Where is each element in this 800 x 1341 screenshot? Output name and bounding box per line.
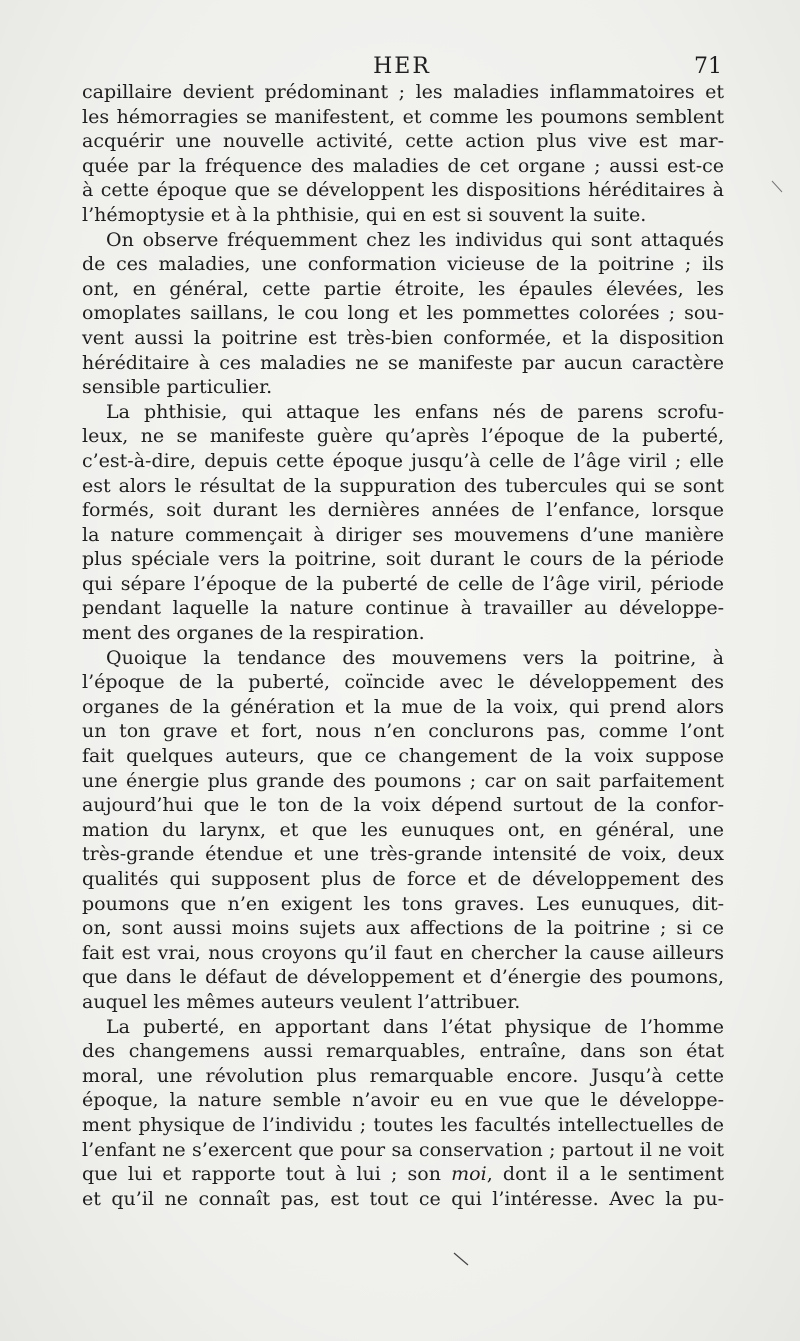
text-line: des changemens aussi remarquables, entraîne, dans son état — [82, 1040, 724, 1063]
text-line: on, sont aussi moins sujets aux affections de la poitrine ; si ce — [82, 917, 724, 940]
body-text — [82, 80, 724, 1211]
paper-mark — [452, 1252, 470, 1266]
text-line: mation du larynx, et que les eunuques ont, en général, une — [82, 818, 724, 841]
text-line: organes de la génération et la mue de la voix, qui prend alors — [82, 695, 724, 718]
text-line: une énergie plus grande des poumons ; car on sait parfaitement — [82, 769, 724, 792]
text-line: la nature commençait à diriger ses mouvemens d’une manière — [82, 523, 724, 546]
text-line: La phthisie, qui attaque les enfans nés de parens scrofu- — [106, 400, 724, 423]
text-line: à cette époque que se développent les dispositions héréditaires à — [82, 179, 724, 202]
text-line: un ton grave et fort, nous n’en conclurons pas, comme l’ont — [82, 720, 724, 743]
text-line: On observe fréquemment chez les individus qui sont attaqués — [106, 228, 724, 251]
paragraph-2 — [82, 228, 724, 400]
text-line: moral, une révolution plus remarquable encore. Jusqu’à cette — [82, 1064, 724, 1087]
text-line: acquérir une nouvelle activité, cette action plus vive est mar- — [82, 130, 724, 153]
text-line: héréditaire à ces maladies ne se manifeste par aucun caractère — [82, 351, 724, 374]
text-line: c’est-à-dire, depuis cette époque jusqu’à celle de l’âge viril ; elle — [82, 449, 724, 472]
text-line: sensible particulier. — [82, 376, 273, 399]
text-line: et qu’il ne connaît pas, est tout ce qui l’intéresse. Avec la pu- — [82, 1187, 724, 1210]
text-line: pendant laquelle la nature continue à travailler au développe- — [82, 597, 724, 620]
text-line: auquel les mêmes auteurs veulent l’attribuer. — [82, 990, 521, 1013]
text-line-with-italic — [82, 1162, 724, 1187]
text-line: aujourd’hui que le ton de la voix dépend surtout de la confor- — [82, 794, 724, 817]
text-line: formés, soit durant les dernières années de l’enfance, lorsque — [82, 499, 724, 522]
text-line: fait est vrai, nous croyons qu’il faut en chercher la cause ailleurs — [82, 941, 724, 964]
running-head — [82, 50, 722, 84]
text-line: époque, la nature semble n’avoir eu en vue que le développe- — [82, 1089, 724, 1112]
running-title: HER — [373, 54, 431, 79]
text-line: l’hémoptysie et à la phthisie, qui en est si souvent la suite. — [82, 203, 647, 226]
text-line: l’époque de la puberté, coïncide avec le développement des — [82, 671, 724, 694]
text-line: ment des organes de la respiration. — [82, 622, 425, 645]
text-line: que dans le défaut de développement et d’énergie des poumons, — [82, 966, 724, 989]
text-line: leux, ne se manifeste guère qu’après l’époque de la puberté, — [82, 425, 724, 448]
page-number: 71 — [694, 54, 722, 79]
text-line: qualités qui supposent plus de force et de développement des — [82, 868, 724, 890]
text-line: ont, en général, cette partie étroite, les épaules élevées, les — [82, 277, 724, 300]
paragraph-4 — [82, 646, 724, 1015]
text-line: Quoique la tendance des mouvemens vers la poitrine, à — [106, 646, 724, 669]
text-line: qui sépare l’époque de la puberté de celle de l’âge viril, période — [82, 572, 724, 595]
text-line: La puberté, en apportant dans l’état physique de l’homme — [106, 1015, 724, 1038]
text-line: quée par la fréquence des maladies de cet organe ; aussi est-ce — [82, 154, 724, 177]
text-line: fait quelques auteurs, que ce changement de la voix suppose — [82, 745, 724, 768]
text-line: poumons que n’en exigent les tons graves. Les eunuques, dit- — [82, 892, 724, 915]
text-line: vent aussi la poitrine est très-bien conformée, et la disposition — [82, 326, 724, 349]
text-line: ment physique de l’individu ; toutes les facultés intellectuelles de — [82, 1113, 724, 1136]
text-line: plus spéciale vers la poitrine, soit durant le cours de la période — [82, 548, 724, 571]
line-end: , dont il a le sentiment — [486, 1163, 724, 1186]
paper-mark — [770, 180, 788, 194]
italic-word: moi — [451, 1163, 487, 1186]
text-line: l’enfant ne s’exercent que pour sa conservation ; partout il ne voit — [82, 1138, 724, 1161]
text-line: très-grande étendue et une très-grande intensité de voix, deux — [82, 843, 724, 866]
text-line: capillaire devient prédominant ; les maladies inflammatoires et — [82, 81, 724, 103]
paragraph-5 — [82, 1015, 724, 1212]
text-line: est alors le résultat de la suppuration des tubercules qui se sont — [82, 474, 724, 497]
text-line: les hémorragies se manifestent, et comme les poumons semblent — [82, 105, 724, 128]
line-start: que lui et rapporte tout à lui ; son — [82, 1163, 452, 1186]
paragraph-3 — [82, 400, 724, 646]
paragraph-1 — [82, 80, 724, 228]
text-line: de ces maladies, une conformation vicieuse de la poitrine ; ils — [82, 253, 724, 276]
text-line: omoplates saillans, le cou long et les pommettes colorées ; sou- — [82, 302, 724, 325]
